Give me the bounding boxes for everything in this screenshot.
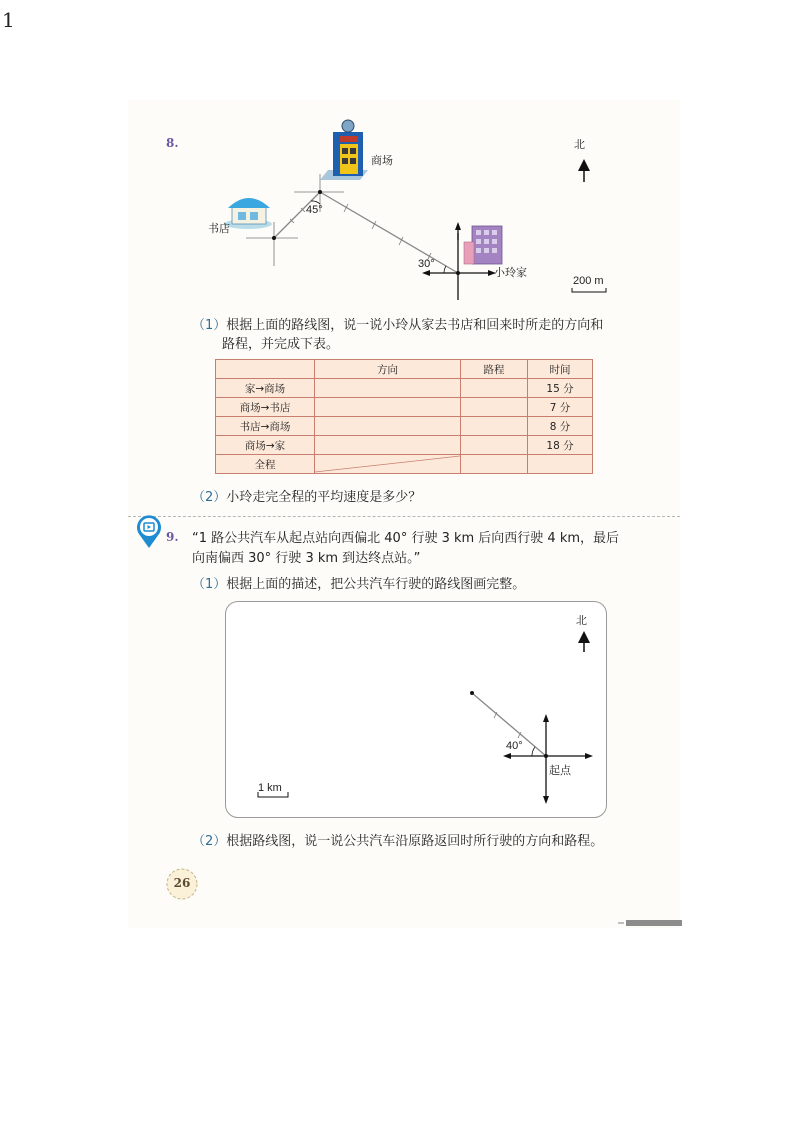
q8-part2-text: 小玲走完全程的平均速度是多少？ xyxy=(226,490,422,505)
direction-answer-cell[interactable] xyxy=(315,379,461,398)
page-number: 26 xyxy=(173,876,191,890)
distance-answer-cell[interactable] xyxy=(461,398,528,417)
route-cell: 商场→家 xyxy=(216,436,315,455)
time-cell: 7 分 xyxy=(528,398,593,417)
time-cell: 15 分 xyxy=(528,379,593,398)
table-row xyxy=(216,379,593,398)
route-cell: 书店→商场 xyxy=(216,417,315,436)
scale-label-q8: 200 m xyxy=(573,275,604,287)
angle-40-label: 40° xyxy=(506,740,523,752)
time-cell: 8 分 xyxy=(528,417,593,436)
q9-part1-text: 根据上面的描述，把公共汽车行驶的路线图画完整。 xyxy=(226,577,526,592)
bookstore-building-icon xyxy=(224,198,272,229)
table-header-distance: 路程 xyxy=(461,360,528,379)
question-8-number: 8. xyxy=(166,136,179,150)
direction-answer-cell[interactable] xyxy=(315,398,461,417)
mall-label: 商场 xyxy=(371,154,393,167)
start-point-label: 起点 xyxy=(549,764,571,777)
home-building-icon xyxy=(464,226,502,264)
distance-answer-cell[interactable] xyxy=(461,417,528,436)
footer-bar xyxy=(626,920,682,926)
table-row xyxy=(216,398,593,417)
video-badge-icon[interactable] xyxy=(135,514,163,550)
q8-part1-line2: 路程，并完成下表。 xyxy=(222,337,340,352)
table-row xyxy=(216,417,593,436)
q9-part1-number: （1） xyxy=(192,577,227,592)
table-row xyxy=(216,455,593,474)
q9-part2-text: 根据路线图，说一说公共汽车沿原路返回时所行驶的方向和路程。 xyxy=(226,834,604,849)
bus-route-map[interactable] xyxy=(225,601,607,818)
page-number-badge xyxy=(165,867,199,901)
route-map-q8 xyxy=(128,100,680,300)
bookstore-label: 书店 xyxy=(208,222,230,235)
north-label-q8: 北 xyxy=(574,138,585,151)
q8-part1-number: （1） xyxy=(192,318,227,333)
table-header-direction: 方向 xyxy=(315,360,461,379)
footer-dot xyxy=(618,922,624,924)
angle-30-label: 30° xyxy=(418,258,435,270)
home-label: 小玲家 xyxy=(494,266,527,279)
table-row xyxy=(216,436,593,455)
distance-answer-cell[interactable] xyxy=(461,436,528,455)
table-header-time: 时间 xyxy=(528,360,593,379)
q9-line1: “1 路公共汽车从起点站向西偏北 40° 行驶 3 km 后向西行驶 4 km，最后 xyxy=(192,531,620,546)
diagonal-line xyxy=(315,455,460,473)
corner-page-number: 1 xyxy=(2,8,15,32)
mall-building-icon xyxy=(320,120,368,180)
q9-part2-number: （2） xyxy=(192,834,227,849)
q9-line2: 向南偏西 30° 行驶 3 km 到达终点站。” xyxy=(192,551,421,566)
table-header-empty xyxy=(216,360,315,379)
direction-answer-cell[interactable] xyxy=(315,417,461,436)
north-label-q9: 北 xyxy=(576,614,587,627)
route-cell: 全程 xyxy=(216,455,315,474)
time-cell xyxy=(528,455,593,474)
route-table xyxy=(215,359,593,474)
time-cell: 18 分 xyxy=(528,436,593,455)
bus-route-drawing xyxy=(226,602,606,817)
distance-answer-cell[interactable] xyxy=(461,379,528,398)
direction-crossed-cell xyxy=(315,455,461,474)
q8-part2-number: （2） xyxy=(192,490,227,505)
direction-answer-cell[interactable] xyxy=(315,436,461,455)
textbook-page xyxy=(128,100,680,928)
scale-label-q9: 1 km xyxy=(258,782,282,794)
route-cell: 商场→书店 xyxy=(216,398,315,417)
distance-answer-cell[interactable] xyxy=(461,455,528,474)
question-divider xyxy=(128,516,680,517)
q8-part1-line1: 根据上面的路线图，说一说小玲从家去书店和回来时所走的方向和 xyxy=(226,318,604,333)
question-9-number: 9. xyxy=(166,530,179,544)
route-home-mall xyxy=(320,192,458,273)
route-cell: 家→商场 xyxy=(216,379,315,398)
angle-45-label: 45° xyxy=(306,204,323,216)
